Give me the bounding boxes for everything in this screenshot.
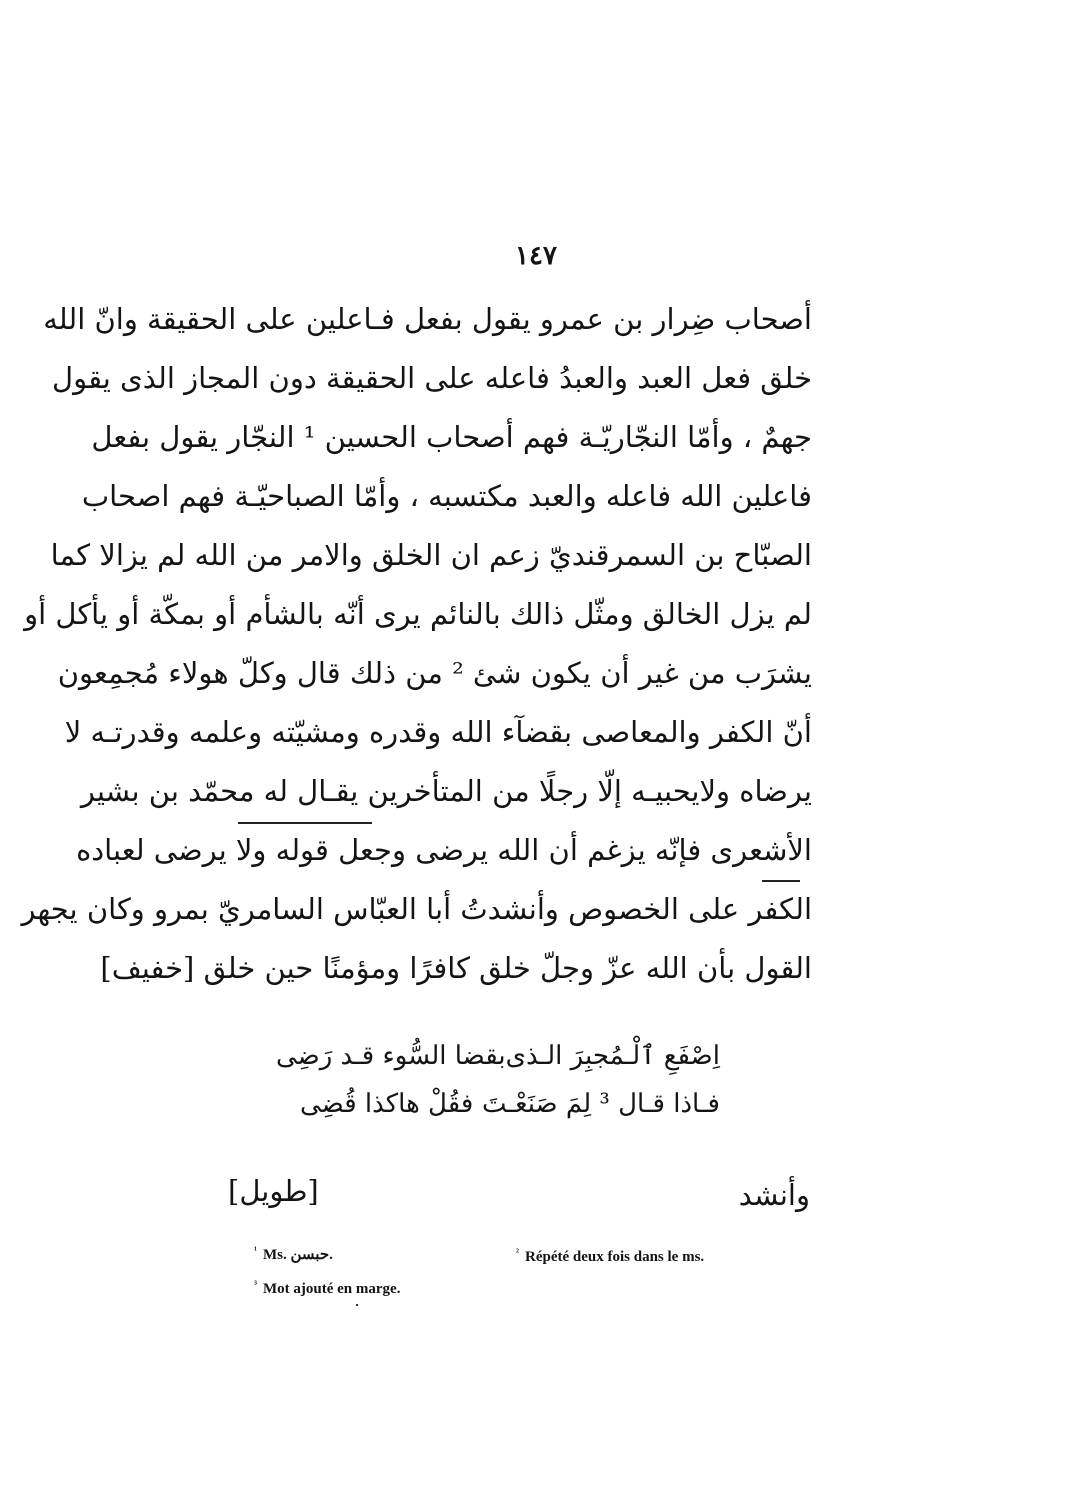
body-line: يشرَب من غير أن يكون شئ ² من ذلك قال وكلّ هولاء مُجمِعون bbox=[57, 656, 812, 690]
footnote-text: Répété deux fois dans le ms. bbox=[525, 1249, 705, 1265]
footnote-marker: ² bbox=[516, 1247, 519, 1258]
body-line: أصحاب ضِرار بن عمرو يقول بفعل فـاعلين على الحقيقة وانّ الله bbox=[43, 302, 812, 336]
footnote-text: Mot ajouté en marge. bbox=[263, 1281, 401, 1297]
verse-second-hemistich: بقضا السُّوء قـد رَضِى bbox=[275, 1041, 506, 1071]
body-line: فاعلين الله فاعله والعبد مكتسبه ، وأمّا الصباحيّـة فهم اصحاب bbox=[81, 479, 812, 513]
verse-line bbox=[300, 1084, 720, 1124]
footnote bbox=[254, 1240, 333, 1266]
recite-word: وأنشد bbox=[738, 1178, 810, 1212]
body-line: يرضاه ولايحبيـه إلّا رجلًا من المتأخرين يقـال له محمّد بن بشير bbox=[80, 774, 812, 808]
footnote-text: Ms. حبسن. bbox=[263, 1247, 333, 1263]
meter-label: [طويل] bbox=[228, 1174, 319, 1208]
verse-line bbox=[275, 1036, 720, 1076]
footnote bbox=[254, 1274, 400, 1300]
footnote bbox=[516, 1242, 704, 1268]
body-line: خلق فعل العبد والعبدُ فاعله على الحقيقة دون المجاز الذى يقول bbox=[52, 361, 812, 395]
body-line: جهمٌ ، وأمّا النجّاريّـة فهم أصحاب الحسين ¹ النجّار يقول بفعل bbox=[91, 420, 812, 454]
body-line: الكفر على الخصوص وأنشدتُ أبا العبّاس السامريّ بمرو وكان يجهر bbox=[21, 892, 812, 926]
verse-first-hemistich: اِصْفَعِ ٱلْـمُجبِرَ الـذى bbox=[505, 1041, 720, 1071]
body-text bbox=[21, 290, 812, 998]
footnote-marker: ³ bbox=[254, 1279, 257, 1290]
footnote-marker: ¹ bbox=[254, 1245, 257, 1256]
body-line: لم يزل الخالق ومثّل ذالك بالنائم يرى أنّه بالشأم أو بمكّة أو يأكل أو bbox=[24, 597, 812, 631]
underline-rule bbox=[762, 880, 800, 882]
body-line: الصبّاح بن السمرقنديّ زعم ان الخلق والامر من الله لم يزالا كما bbox=[50, 538, 812, 572]
verse-second-hemistich: فقُلْ هاكذا قُضِى bbox=[300, 1089, 474, 1119]
stray-dot bbox=[356, 1304, 358, 1306]
body-line: القول بأن الله عزّ وجلّ خلق كافرًا ومؤمنًا حين خلق [خفيف] bbox=[100, 951, 812, 985]
verse-first-hemistich: فـاذا قـال ³ لِمَ صَنَعْـتَ bbox=[482, 1089, 720, 1119]
body-line: الأشعرى فإنّه يزغم أن الله يرضى وجعل قوله ولا يرضى لعباده bbox=[76, 833, 812, 867]
underline-rule bbox=[238, 822, 372, 824]
body-line: أنّ الكفر والمعاصى بقضآء الله وقدره ومشيّته وعلمه وقدرتـه لا bbox=[64, 715, 812, 749]
page-number: ١٤٧ bbox=[515, 241, 557, 271]
